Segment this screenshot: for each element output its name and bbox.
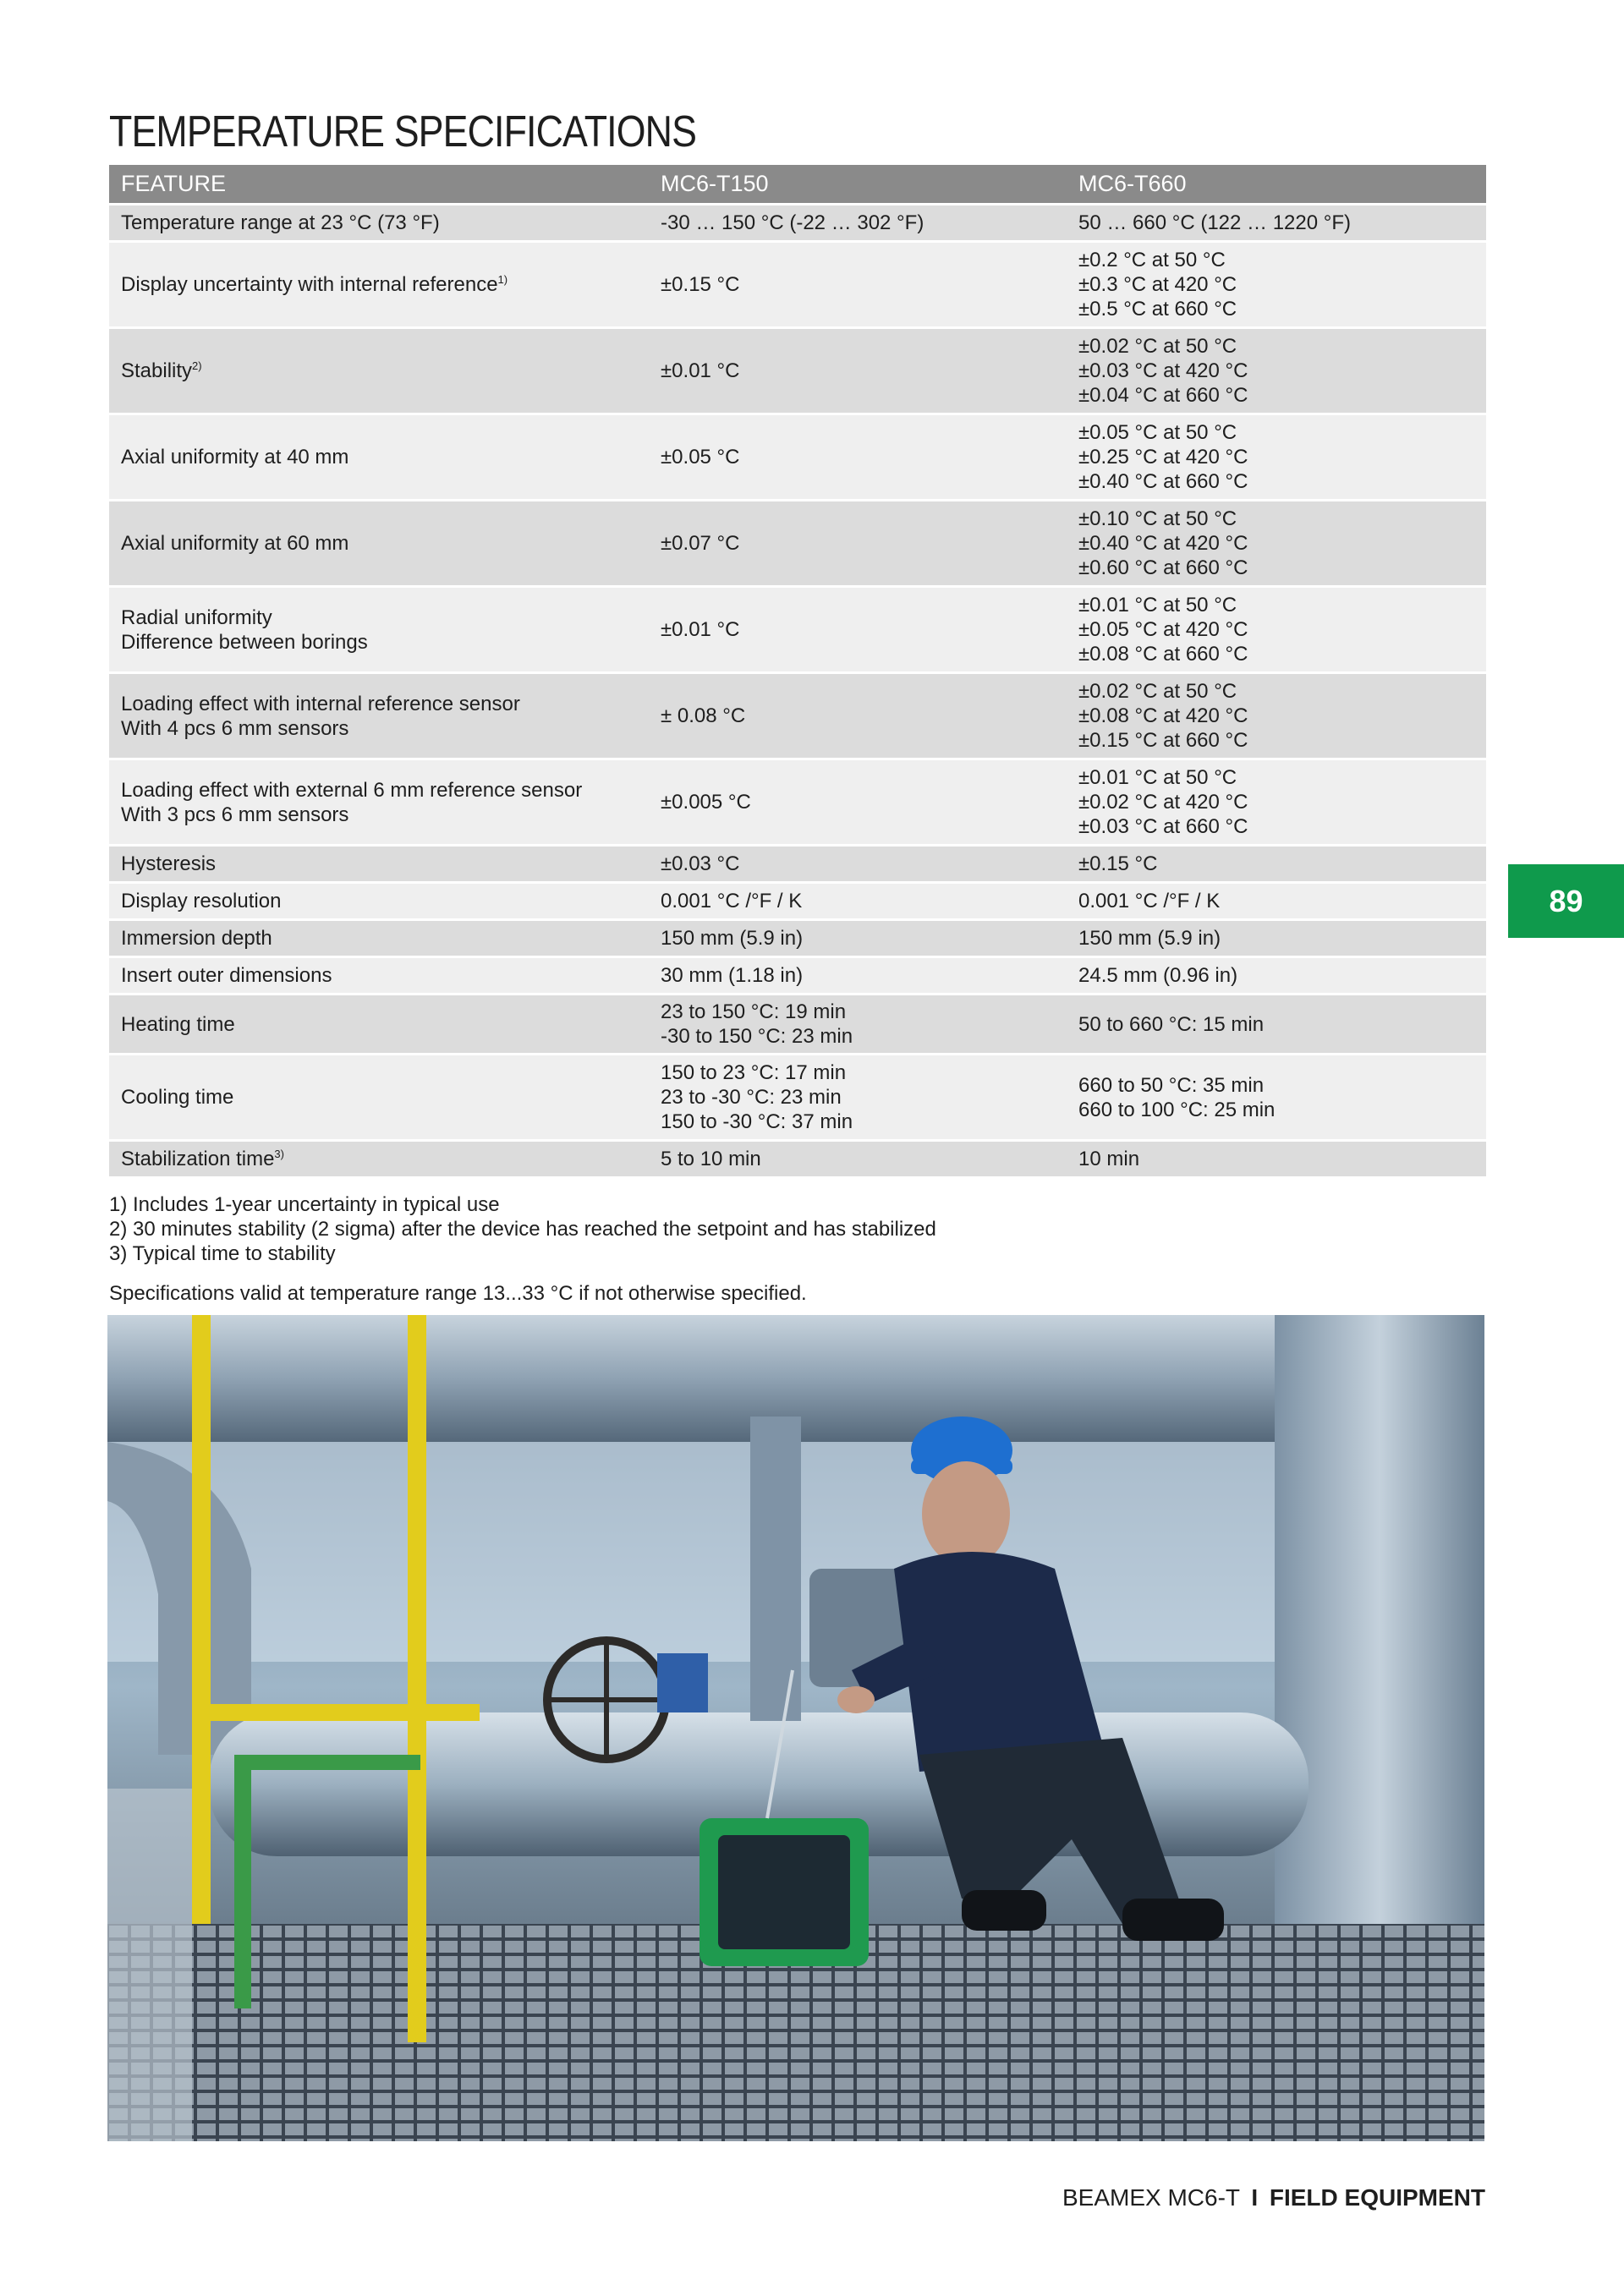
validity-note: Specifications valid at temperature range 13...33 °C if not otherwise specified.	[109, 1282, 807, 1305]
t660-value: 10 min	[1067, 1141, 1486, 1178]
table-row	[109, 995, 1486, 1055]
footnote-1: 1) Includes 1-year uncertainty in typical use	[109, 1193, 500, 1216]
footer-section: FIELD EQUIPMENT	[1269, 2184, 1485, 2211]
table-row	[109, 587, 1486, 673]
footer-separator: I	[1251, 2184, 1259, 2211]
temperature-spec-table	[109, 165, 1486, 1179]
t150-value: ±0.005 °C	[649, 759, 1067, 846]
table-row	[109, 501, 1486, 587]
table-row	[109, 957, 1486, 995]
t150-value: ±0.03 °C	[649, 846, 1067, 883]
table-row	[109, 759, 1486, 846]
t660-value: ±0.15 °C	[1067, 846, 1486, 883]
feature-label: Heating time	[121, 1012, 235, 1036]
footnote-ref: 3)	[274, 1148, 284, 1160]
t660-value: ±0.02 °C at 50 °C ±0.08 °C at 420 °C ±0.15 °C at 660 °C	[1067, 673, 1486, 759]
t150-value: 150 to 23 °C: 17 min 23 to -30 °C: 23 min 150 to -30 °C: 37 min	[649, 1055, 1067, 1141]
header-mc6-t660: MC6-T660	[1067, 165, 1486, 205]
table-row	[109, 1141, 1486, 1178]
feature-cell	[109, 957, 649, 995]
t150-value: 150 mm (5.9 in)	[649, 920, 1067, 957]
table-row	[109, 328, 1486, 414]
feature-cell	[109, 414, 649, 501]
feature-cell	[109, 587, 649, 673]
feature-label: Immersion depth	[121, 927, 272, 950]
feature-label: Display uncertainty with internal reference	[121, 273, 498, 296]
footnote-3: 3) Typical time to stability	[109, 1242, 336, 1265]
t660-value: 0.001 °C /°F / K	[1067, 883, 1486, 920]
feature-label: Radial uniformity Difference between borings	[121, 606, 368, 654]
feature-label: Axial uniformity at 60 mm	[121, 532, 349, 555]
page-number-tab	[1508, 864, 1624, 938]
footnote-ref: 2)	[192, 359, 202, 372]
footer-brand: BEAMEX MC6-T	[1062, 2184, 1240, 2211]
feature-label: Axial uniformity at 40 mm	[121, 446, 349, 469]
t660-value: ±0.10 °C at 50 °C ±0.40 °C at 420 °C ±0.60 °C at 660 °C	[1067, 501, 1486, 587]
page-footer	[1062, 2184, 1485, 2211]
feature-cell	[109, 205, 649, 242]
header-mc6-t150: MC6-T150	[649, 165, 1067, 205]
t660-value: 24.5 mm (0.96 in)	[1067, 957, 1486, 995]
feature-cell	[109, 328, 649, 414]
page-number: 89	[1549, 883, 1583, 918]
feature-cell	[109, 759, 649, 846]
feature-cell	[109, 673, 649, 759]
t660-value: ±0.01 °C at 50 °C ±0.02 °C at 420 °C ±0.03 °C at 660 °C	[1067, 759, 1486, 846]
t150-value: 30 mm (1.18 in)	[649, 957, 1067, 995]
table-row	[109, 846, 1486, 883]
table-row	[109, 673, 1486, 759]
table-row	[109, 1055, 1486, 1141]
feature-cell	[109, 883, 649, 920]
t660-value: ±0.02 °C at 50 °C ±0.03 °C at 420 °C ±0.04 °C at 660 °C	[1067, 328, 1486, 414]
t660-value: 50 … 660 °C (122 … 1220 °F)	[1067, 205, 1486, 242]
feature-cell	[109, 501, 649, 587]
footnote-ref: 1)	[497, 273, 508, 286]
feature-cell	[109, 846, 649, 883]
table-row	[109, 414, 1486, 501]
t660-value: ±0.01 °C at 50 °C ±0.05 °C at 420 °C ±0.08 °C at 660 °C	[1067, 587, 1486, 673]
t150-value: 0.001 °C /°F / K	[649, 883, 1067, 920]
feature-cell	[109, 995, 649, 1055]
feature-label: Insert outer dimensions	[121, 964, 332, 987]
t150-value: ±0.05 °C	[649, 414, 1067, 501]
feature-label: Display resolution	[121, 890, 282, 912]
t660-value: ±0.2 °C at 50 °C ±0.3 °C at 420 °C ±0.5 °C at 660 °C	[1067, 242, 1486, 328]
t150-value: 5 to 10 min	[649, 1141, 1067, 1178]
table-row	[109, 883, 1486, 920]
table-row	[109, 205, 1486, 242]
t150-value: ±0.15 °C	[649, 242, 1067, 328]
t150-value: 23 to 150 °C: 19 min -30 to 150 °C: 23 min	[649, 995, 1067, 1055]
technician-calibration-photo	[107, 1315, 1484, 2141]
t150-value: ±0.07 °C	[649, 501, 1067, 587]
t150-value: -30 … 150 °C (-22 … 302 °F)	[649, 205, 1067, 242]
footnote-2: 2) 30 minutes stability (2 sigma) after the device has reached the setpoint and has stabilized	[109, 1218, 936, 1241]
table-row	[109, 920, 1486, 957]
feature-label: Temperature range at 23 °C (73 °F)	[121, 211, 440, 234]
t150-value: ±0.01 °C	[649, 328, 1067, 414]
table-row	[109, 242, 1486, 328]
feature-cell	[109, 1055, 649, 1141]
t660-value: 660 to 50 °C: 35 min 660 to 100 °C: 25 min	[1067, 1055, 1486, 1141]
table-header-row	[109, 165, 1486, 205]
footnotes	[109, 1192, 936, 1266]
feature-cell	[109, 242, 649, 328]
t150-value: ± 0.08 °C	[649, 673, 1067, 759]
feature-label: Loading effect with external 6 mm reference sensor With 3 pcs 6 mm sensors	[121, 778, 583, 826]
t150-value: ±0.01 °C	[649, 587, 1067, 673]
t660-value: ±0.05 °C at 50 °C ±0.25 °C at 420 °C ±0.40 °C at 660 °C	[1067, 414, 1486, 501]
header-feature: FEATURE	[109, 165, 649, 205]
t660-value: 50 to 660 °C: 15 min	[1067, 995, 1486, 1055]
feature-label: Hysteresis	[121, 852, 217, 875]
feature-cell	[109, 920, 649, 957]
page-title: TEMPERATURE SPECIFICATIONS	[109, 107, 697, 156]
feature-label: Cooling time	[121, 1086, 234, 1109]
feature-label: Stability	[121, 359, 193, 382]
feature-label: Loading effect with internal reference sensor With 4 pcs 6 mm sensors	[121, 692, 520, 740]
t660-value: 150 mm (5.9 in)	[1067, 920, 1486, 957]
feature-cell	[109, 1141, 649, 1178]
feature-label: Stabilization time	[121, 1148, 275, 1170]
